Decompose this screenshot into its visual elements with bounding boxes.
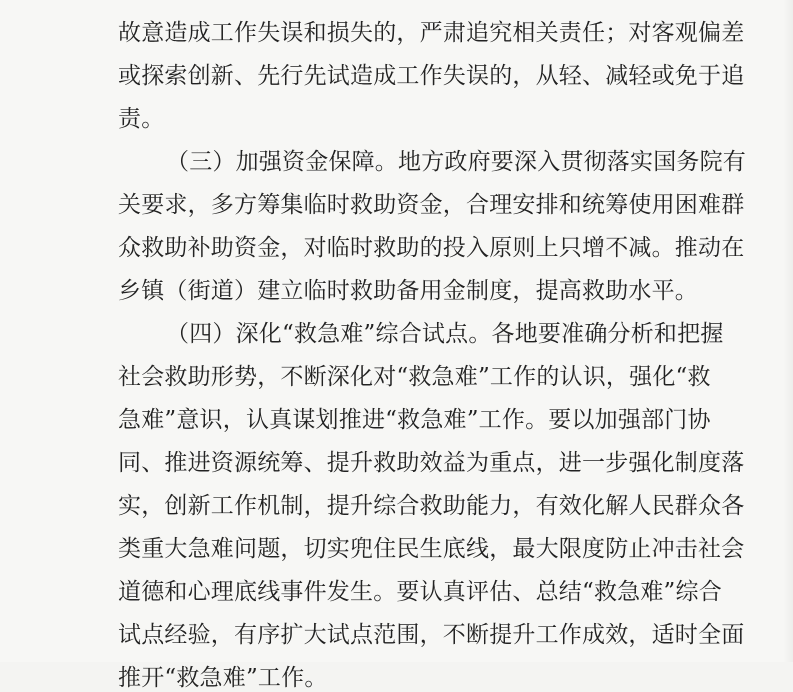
text-line-15: 试点经验，有序扩大试点范围，不断提升工作成效，适时全面 <box>118 622 745 648</box>
section-three-heading-line: （三）加强资金保障。地方政府要深入贯彻落实国务院有 <box>166 149 746 175</box>
text-line-7: 乡镇（街道）建立临时救助备用金制度，提高救助水平。 <box>118 278 698 304</box>
text-line-10: 急难”意识，认真谋划推进“救急难”工作。要以加强部门协 <box>118 407 711 433</box>
text-line-2: 或探索创新、先行先试造成工作失误的，从轻、减轻或免于追 <box>118 63 745 89</box>
page-edge-shadow <box>783 0 793 662</box>
text-line-13: 类重大急难问题，切实兜住民生底线，最大限度防止冲击社会 <box>118 536 745 562</box>
text-line-3: 责。 <box>118 106 165 132</box>
text-line-12: 实，创新工作机制，提升综合救助能力，有效化解人民群众各 <box>118 493 745 519</box>
text-line-11: 同、推进资源统筹、提升救助效益为重点，进一步强化制度落 <box>118 450 745 476</box>
text-line-16: 推开“救急难”工作。 <box>118 665 328 691</box>
section-four-heading-line: （四）深化“救急难”综合试点。各地要准确分析和把握 <box>166 321 724 347</box>
text-line-1: 故意造成工作失误和损失的，严肃追究相关责任；对客观偏差 <box>118 20 745 46</box>
text-line-5: 关要求，多方筹集临时救助资金，合理安排和统筹使用困难群 <box>118 192 745 218</box>
text-line-6: 众救助补助资金，对临时救助的投入原则上只增不减。推动在 <box>118 235 745 261</box>
text-line-9: 社会救助形势，不断深化对“救急难”工作的认识，强化“救 <box>118 364 711 390</box>
text-line-14: 道德和心理底线事件发生。要认真评估、总结“救急难”综合 <box>118 579 722 605</box>
